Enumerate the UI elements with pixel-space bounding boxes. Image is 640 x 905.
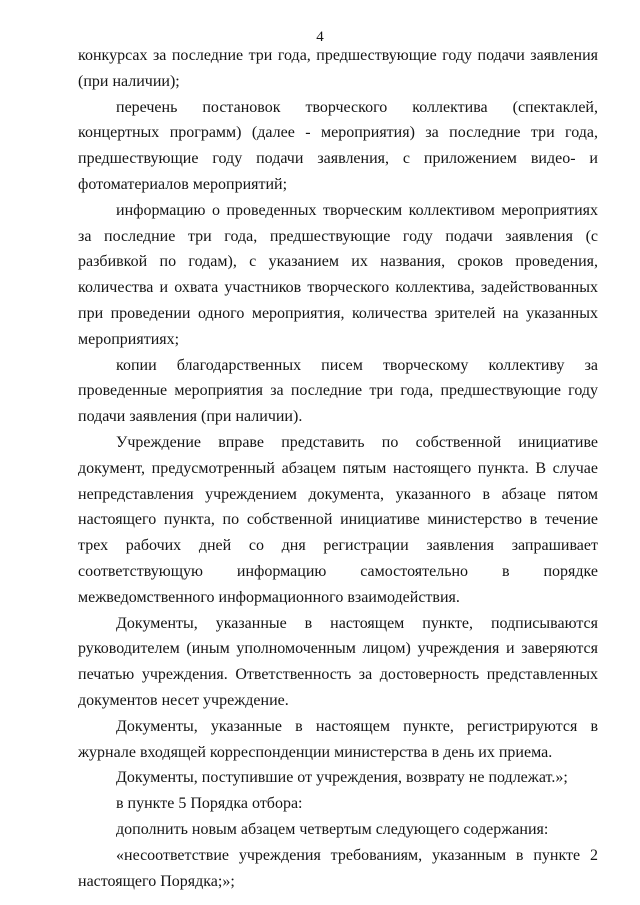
page-number: 4	[316, 29, 324, 45]
document-body	[78, 43, 598, 894]
paragraph-documents-no-return: Документы, поступившие от учреждения, возврату не подлежат.»;	[116, 769, 568, 787]
paragraph-gratitude-letters: копии благодарственных писем творческому коллективу за проведенные мероприятия за последние три года, предшествующие году подачи заявления (при наличии).	[78, 356, 598, 426]
paragraph-documents-signing: Документы, указанные в настоящем пункте, подписываются руководителем (иным уполномоченным лицом) учреждения и заверяются печатью учреждения. Ответственность за достоверность представленных документов несет учреждение.	[78, 614, 598, 709]
paragraph-productions-list: перечень постановок творческого коллектива (спектаклей, концертных программ) (далее - мероприятия) за последние три года, предшествующие году подачи заявления, с приложением видео- и фотоматериалов мероприятий;	[78, 98, 598, 193]
paragraph-noncompliance: «несоответствие учреждения требованиям, указанным в пункте 2 настоящего Порядка;»;	[78, 846, 598, 890]
paragraph-documents-registration: Документы, указанные в настоящем пункте, регистрируются в журнале входящей корреспонденции министерства в день их приема.	[78, 717, 598, 761]
paragraph-clause-5-intro: в пункте 5 Порядка отбора:	[116, 795, 303, 813]
paragraph-contests-continuation: конкурсах за последние три года, предшествующие году подачи заявления (при наличии);	[78, 47, 598, 90]
paragraph-add-new-clause: дополнить новым абзацем четвертым следующего содержания:	[116, 820, 549, 838]
paragraph-institution-right: Учреждение вправе представить по собственной инициативе документ, предусмотренный абзацем пятым настоящего пункта. В случае непредставления учреждением документа, указанного в абзаце пятом настоящего пункта, по собственной инициативе министерство в течение трех рабочих дней со дня регистрации заявления запрашивает соответствующую информацию самостоятельно в порядке межведомственного информационного взаимодействия.	[78, 433, 598, 606]
paragraph-events-info: информацию о проведенных творческим коллективом мероприятиях за последние три года, предшествующие году подачи заявления (с разбивкой по годам), с указанием их названия, сроков проведения, количества и охвата участников творческого коллектива, задействованных при проведении одного мероприятия, количества зрителей на указанных мероприятиях;	[78, 201, 598, 348]
